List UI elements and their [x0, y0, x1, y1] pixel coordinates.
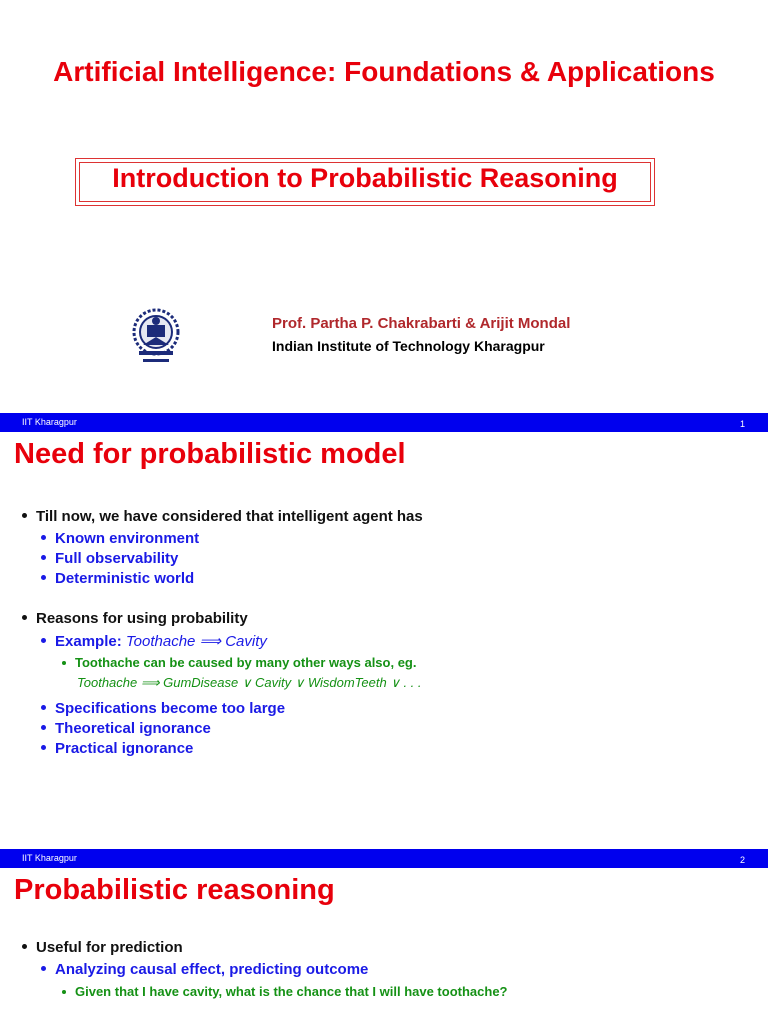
bullet-icon — [62, 661, 66, 665]
bullet-icon — [22, 513, 27, 518]
authors: Prof. Partha P. Chakrabarti & Arijit Mondal — [272, 315, 571, 332]
bullet-icon — [41, 555, 46, 560]
slide-header-strip — [0, 849, 768, 868]
header-institute: IIT Kharagpur — [22, 853, 77, 863]
sub-bullet-text: Known environment — [55, 530, 200, 547]
sub-bullet-item — [41, 550, 178, 567]
sub-sub-bullet-item — [62, 984, 508, 999]
sub-bullet-item — [41, 700, 285, 717]
iit-kharagpur-emblem-icon — [129, 307, 183, 367]
sub-bullet-text: Specifications become too large — [55, 700, 286, 717]
sub-bullet-text: Practical ignorance — [55, 740, 194, 757]
bullet-icon — [22, 944, 27, 949]
slide-number: 1 — [739, 419, 745, 429]
slide-header-strip — [0, 413, 768, 432]
example-label: Example: — [55, 633, 122, 650]
header-institute: IIT Kharagpur — [22, 417, 77, 427]
sub-sub-bullet-text: Given that I have cavity, what is the chance that I will have toothache? — [75, 984, 508, 999]
example-formula: Toothache ⟹ Cavity — [125, 633, 267, 650]
lecture-title: Introduction to Probabilistic Reasoning — [112, 163, 618, 193]
institute-name: Indian Institute of Technology Kharagpur — [272, 338, 545, 354]
bullet-item — [22, 610, 248, 627]
bullet-item — [22, 508, 423, 525]
sub-bullet-text: Full observability — [55, 550, 179, 567]
bullet-icon — [22, 615, 27, 620]
sub-bullet-item — [41, 570, 194, 587]
slide-need-for-probabilistic-model — [0, 413, 768, 849]
bullet-icon — [62, 990, 66, 994]
toothache-formula: Toothache ⟹ GumDisease ∨ Cavity ∨ WisdomTeeth ∨ . . . — [77, 675, 422, 690]
slide-title: Need for probabilistic model — [14, 438, 406, 470]
course-title: Artificial Intelligence: Foundations & Applications — [53, 56, 715, 87]
sub-bullet-item — [41, 961, 368, 978]
bullet-icon — [41, 725, 46, 730]
bullet-icon — [41, 535, 46, 540]
bullet-text: Useful for prediction — [36, 939, 183, 956]
bullet-icon — [41, 638, 46, 643]
bullet-text: Till now, we have considered that intelligent agent has — [36, 508, 423, 525]
sub-bullet-text: Theoretical ignorance — [55, 720, 211, 737]
bullet-text: Reasons for using probability — [36, 610, 248, 627]
sub-sub-bullet-text: Toothache can be caused by many other ways also, eg. — [75, 655, 417, 670]
bullet-icon — [41, 705, 46, 710]
sub-bullet-item — [41, 530, 199, 547]
lecture-title-box — [75, 158, 655, 206]
sub-bullet-item — [41, 720, 211, 737]
slide-probabilistic-reasoning — [0, 849, 768, 1024]
slide-number: 2 — [739, 855, 745, 865]
sub-bullet-item — [41, 740, 193, 757]
sub-sub-bullet-item — [62, 655, 416, 670]
bullet-icon — [41, 745, 46, 750]
sub-bullet-item — [41, 632, 267, 650]
bullet-icon — [41, 966, 46, 971]
title-slide — [0, 0, 768, 413]
bullet-item — [22, 939, 183, 956]
sub-bullet-text: Deterministic world — [55, 570, 195, 587]
sub-bullet-text: Analyzing causal effect, predicting outcome — [55, 961, 369, 978]
bullet-icon — [41, 575, 46, 580]
slide-title: Probabilistic reasoning — [14, 874, 335, 906]
